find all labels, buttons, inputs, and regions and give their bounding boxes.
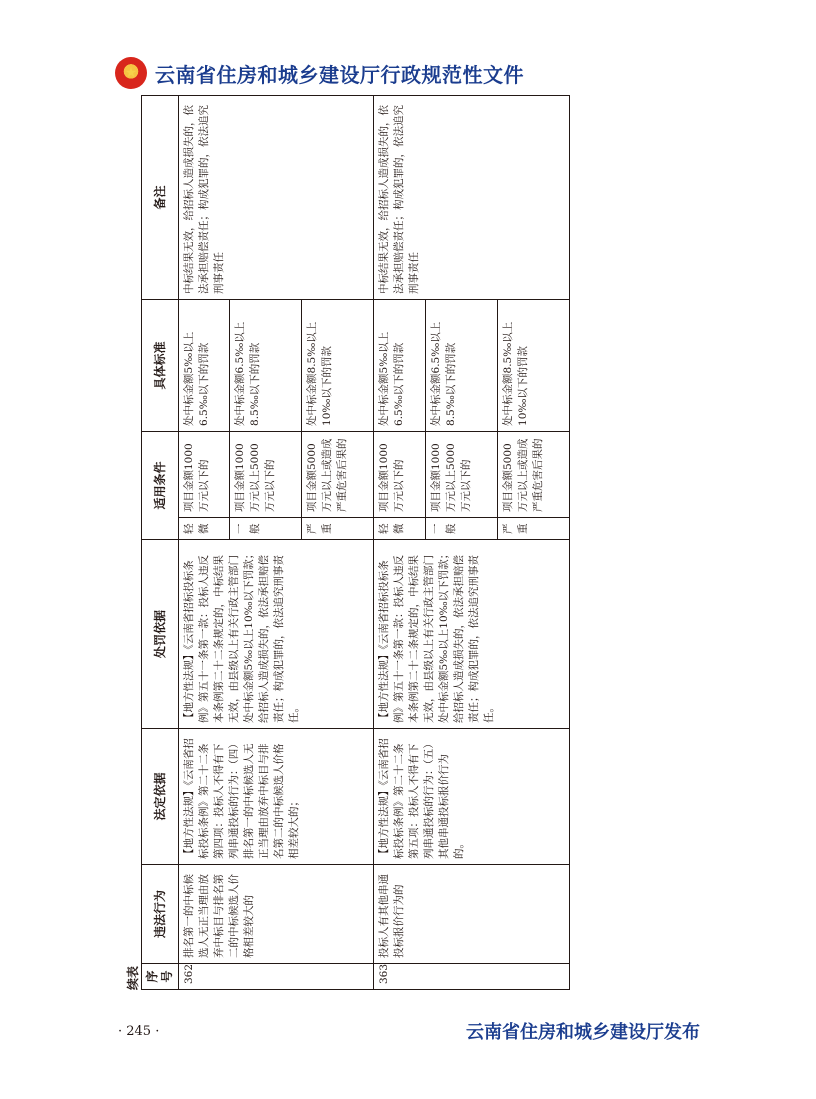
standard-cell: 处中标金额8.5‰以上10‰以下的罚款 [497, 299, 569, 431]
remark-cell: 中标结果无效，给招标人造成损失的，依法承担赔偿责任；构成犯罪的，依法追究刑事责任 [179, 95, 374, 299]
rotated-table-area [124, 96, 570, 990]
column-header-condition: 适用条件 [142, 431, 179, 539]
standard-cell: 处中标金额6.5‰以上8.5‰以下的罚款 [425, 299, 497, 431]
condition-cell: 项目金额5000万元以上或造成严重危害后果的 [497, 431, 569, 517]
legal-basis-cell: 【地方性法规】《云南省招标投标条例》第二十二条第四项：投标人不得有下列串通投标的行为：（四）排名第一的中标候选人无正当理由放弃中标目与排名第二的中标候选人价格相差较大的； [179, 729, 374, 865]
standard-cell: 处中标金额6.5‰以上8.5‰以下的罚款 [230, 299, 302, 431]
standard-cell: 处中标金额5‰以上6.5‰以下的罚款 [374, 299, 425, 431]
degree-cell: 轻微 [374, 518, 425, 540]
rotated-table-content [124, 96, 570, 990]
standard-cell: 处中标金额8.5‰以上10‰以下的罚款 [302, 299, 374, 431]
row-number: 363 [374, 964, 570, 990]
column-header-remark: 备注 [142, 95, 179, 299]
penalty-standards-table [141, 95, 570, 990]
condition-cell: 项目金额5000万元以上或造成严重危害后果的 [302, 431, 374, 517]
column-header-violation: 违法行为 [142, 865, 179, 964]
header-title: 云南省住房和城乡建设厅行政规范性文件 [155, 62, 524, 87]
legal-basis-cell: 【地方性法规】《云南省招标投标条例》第二十二条第五项：投标人不得有下列串通投标的行为：（五）其他串通投标报价行为的。 [374, 729, 570, 865]
standard-cell: 处中标金额5‰以上6.5‰以下的罚款 [179, 299, 230, 431]
column-header-standard: 具体标准 [142, 299, 179, 431]
column-header-number: 序号 [142, 964, 179, 990]
condition-cell: 项目金额1000万元以上5000万元以下的 [230, 431, 302, 517]
degree-cell: 轻微 [179, 518, 230, 540]
row-number: 362 [179, 964, 374, 990]
violation-cell: 排名第一的中标候选人无正当理由放弃中标目与排名第二的中标候选人价格相差较大的 [179, 865, 374, 964]
table-header-row [142, 95, 179, 989]
page-number: · 245 · [118, 1024, 160, 1039]
violation-cell: 投标人有其他串通投标报价行为的 [374, 865, 570, 964]
continuation-label: 续表 [126, 965, 140, 990]
penalty-basis-cell: 【地方性法规】《云南省招标投标条例》第五十一条第一款：投标人违反本条例第二十二条规定的，中标结果无效，由县级以上有关行政主管部门处中标金额5‰以上10‰以下罚款；给招标人造成损失的，依法承担赔偿责任；构成犯罪的，依法追究刑事责任。 [179, 540, 374, 729]
column-header-legal-basis: 法定依据 [142, 729, 179, 865]
footer-publisher: 云南省住房和城乡建设厅发布 [466, 1022, 700, 1043]
condition-cell: 项目金额1000万元以上5000万元以下的 [425, 431, 497, 517]
condition-cell: 项目金额1000万元以下的 [179, 431, 230, 517]
degree-cell: 一般 [230, 518, 302, 540]
table-row [179, 95, 230, 989]
degree-cell: 严重 [497, 518, 569, 540]
degree-cell: 一般 [425, 518, 497, 540]
degree-cell: 严重 [302, 518, 374, 540]
column-header-penalty-basis: 处罚依据 [142, 540, 179, 729]
page-header [115, 57, 524, 89]
national-emblem-icon: ★ [115, 57, 147, 89]
remark-cell: 中标结果无效，给招标人造成损失的，依法承担赔偿责任；构成犯罪的，依法追究刑事责任 [374, 95, 570, 299]
table-row [374, 95, 425, 989]
penalty-basis-cell: 【地方性法规】《云南省招标投标条例》第五十一条第一款：投标人违反本条例第二十二条规定的，中标结果无效，由县级以上有关行政主管部门处中标金额5‰以上10‰以下罚款；给招标人造成损失的，依法承担赔偿责任；构成犯罪的，依法追究刑事责任。 [374, 540, 570, 729]
condition-cell: 项目金额1000万元以下的 [374, 431, 425, 517]
